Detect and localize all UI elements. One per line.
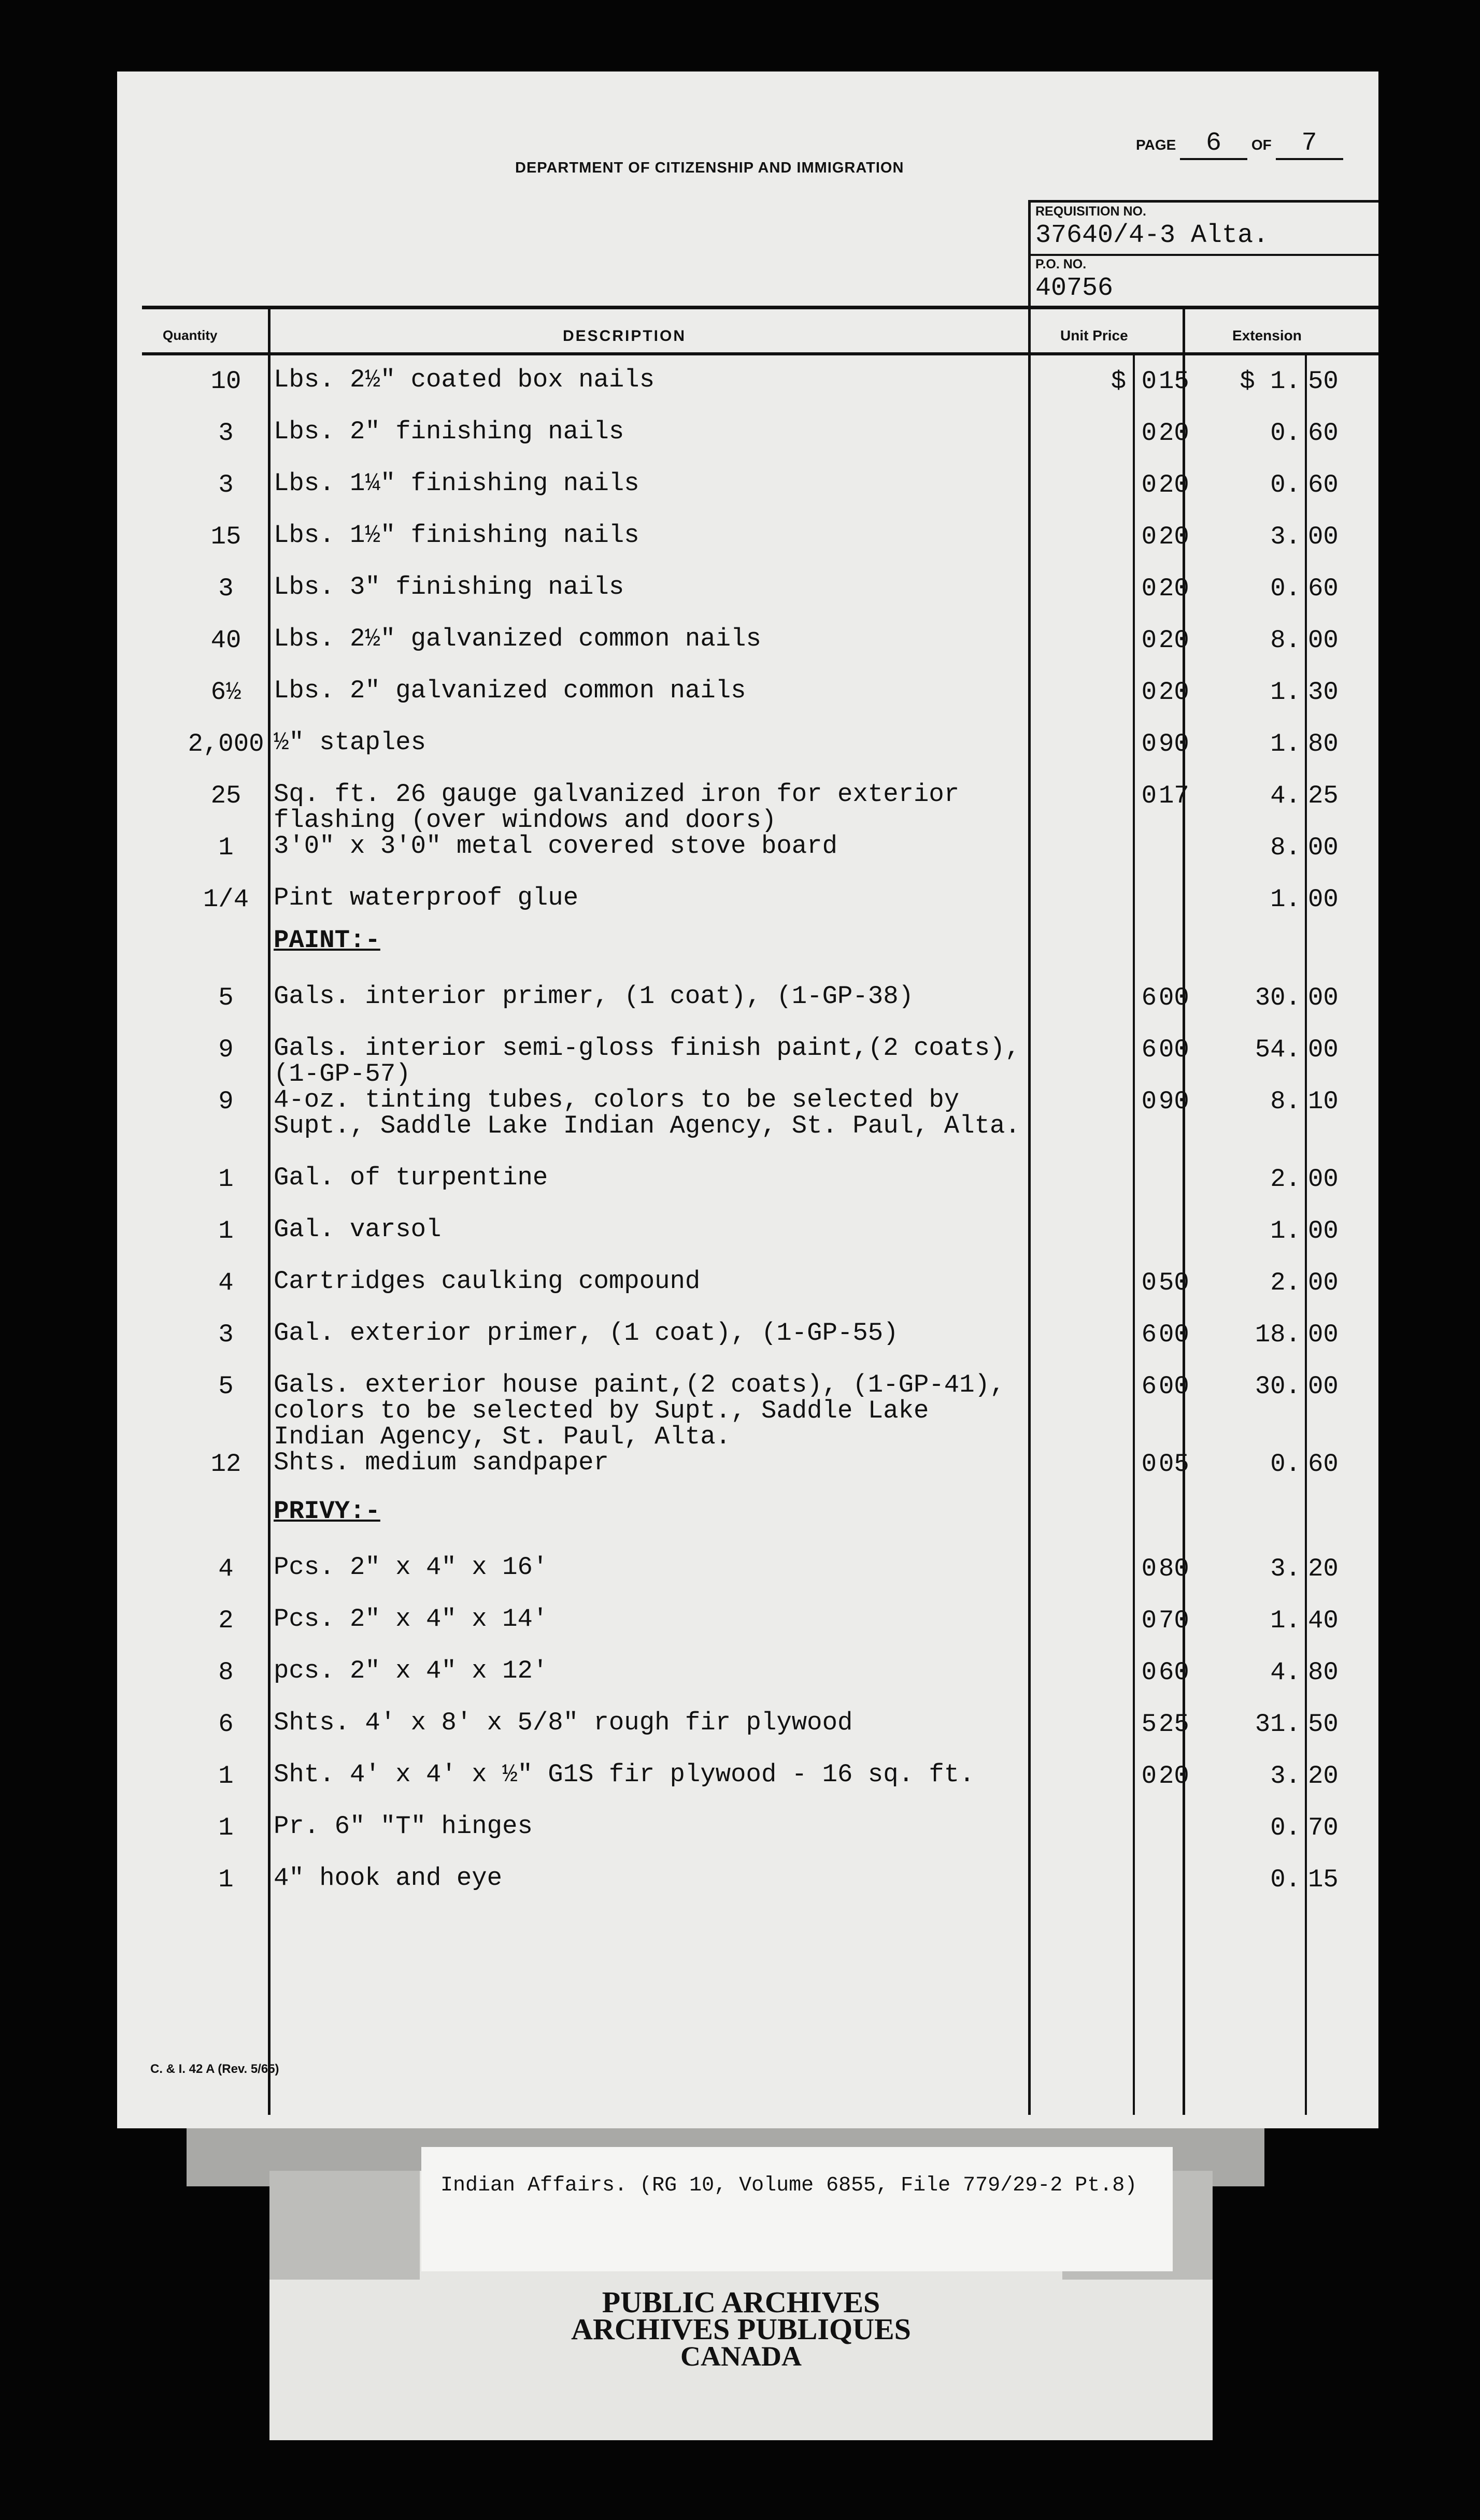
description-cell: 4-oz. tinting tubes, colors to be selected by Supt., Saddle Lake Indian Agency, St. Paul, Alta. (274, 1085, 1020, 1140)
archives-line-2: ARCHIVES PUBLIQUES (571, 2312, 911, 2346)
unit-price-cents: 90 (1159, 1087, 1189, 1116)
form-number: C. & I. 42 A (Rev. 5/65) (150, 2062, 279, 2076)
page-indicator (1136, 128, 1343, 160)
unit-price-dollars: 0 (1141, 1762, 1157, 1791)
unit-price-dollars: 0 (1141, 1658, 1157, 1687)
quantity-cell: 25 (210, 781, 241, 810)
table-row (117, 1606, 1378, 1658)
description-cell: Gals. interior semi-gloss finish paint,(2 coats), (1-GP-57) (274, 1034, 1020, 1089)
unit-price-dollars: 0 (1141, 522, 1157, 551)
quantity-cell: 10 (210, 367, 241, 396)
unit-price-cents: 20 (1159, 470, 1189, 499)
table-row (117, 367, 1378, 419)
quantity-cell: 8 (218, 1658, 234, 1687)
extension-dollars: 30. (1255, 1372, 1301, 1401)
page-label: PAGE (1136, 137, 1176, 153)
extension-dollars: 0. (1270, 1865, 1301, 1894)
quantity-cell: 1 (218, 1216, 234, 1245)
extension-dollars: 8. (1270, 833, 1301, 862)
unit-price-cents: 90 (1159, 729, 1189, 758)
extension-cents: 20 (1308, 1762, 1339, 1791)
unit-price-cents: 20 (1159, 626, 1189, 655)
unit-price-cents: 20 (1159, 419, 1189, 448)
extension-cents: 60 (1308, 574, 1339, 603)
description-cell: 4" hook and eye (274, 1864, 503, 1893)
requisition-divider (1028, 254, 1378, 256)
unit-price-dollars: 0 (1141, 626, 1157, 655)
extension-cents: 00 (1308, 522, 1339, 551)
quantity-cell: 40 (210, 626, 241, 655)
extension-dollars: 0. (1270, 419, 1301, 448)
unit-price-dollars: 0 (1141, 781, 1157, 810)
extension-cents: 20 (1308, 1554, 1339, 1583)
unit-price-cents: 05 (1159, 1450, 1189, 1479)
unit-price-dollars: $ 0 (1111, 367, 1157, 396)
table-row (117, 1370, 1378, 1451)
table-row (117, 522, 1378, 574)
quantity-cell: 12 (210, 1450, 241, 1479)
of-label: OF (1251, 137, 1272, 153)
po-label: P.O. NO. (1035, 257, 1087, 271)
extension-dollars: 18. (1255, 1320, 1301, 1349)
quantity-cell: 1 (218, 1762, 234, 1791)
quantity-header: Quantity (163, 327, 218, 343)
stamp-tab-left (269, 2171, 420, 2280)
description-cell: Lbs. 2" finishing nails (274, 417, 624, 446)
unit-price-cents: 80 (1159, 1554, 1189, 1583)
unit-price-dollars: 5 (1141, 1710, 1157, 1739)
quantity-cell: 3 (218, 419, 234, 448)
extension-dollars: 2. (1270, 1268, 1301, 1297)
requisition-form (117, 71, 1378, 2128)
extension-cents: 80 (1308, 1658, 1339, 1687)
unit-price-dollars: 0 (1141, 678, 1157, 707)
description-cell: Lbs. 1¼" finishing nails (274, 469, 639, 498)
table-row (117, 1450, 1378, 1501)
table-row (117, 1268, 1378, 1320)
archive-reference-text: Indian Affairs. (RG 10, Volume 6855, File 779/29-2 Pt.8) (440, 2174, 1137, 2197)
extension-dollars: 0. (1270, 574, 1301, 603)
section-heading-row (117, 927, 1378, 979)
archives-line-1: PUBLIC ARCHIVES (602, 2285, 880, 2319)
unit-price-dollars: 0 (1141, 1087, 1157, 1116)
unit-price-dollars: 6 (1141, 1035, 1157, 1064)
extension-cents: 00 (1308, 626, 1339, 655)
unit-price-cents: 70 (1159, 1606, 1189, 1635)
extension-cents: 00 (1308, 1268, 1339, 1297)
table-row (117, 626, 1378, 678)
extension-cents: 00 (1308, 885, 1339, 914)
unit-price-dollars: 0 (1141, 1554, 1157, 1583)
quantity-cell: 5 (218, 1372, 234, 1401)
unit-price-dollars: 6 (1141, 983, 1157, 1012)
description-cell: Lbs. 1½" finishing nails (274, 521, 639, 550)
table-row (117, 1658, 1378, 1710)
unit-price-cents: 00 (1159, 1320, 1189, 1349)
requisition-box-top (1028, 200, 1378, 203)
quantity-cell: 1 (218, 833, 234, 862)
description-cell: Gal. of turpentine (274, 1163, 548, 1192)
po-number: 40756 (1035, 274, 1114, 303)
unit-price-header: Unit Price (1060, 327, 1128, 343)
extension-dollars: 0. (1270, 1450, 1301, 1479)
description-cell: Pcs. 2" x 4" x 16' (274, 1553, 548, 1582)
unit-price-dollars: 0 (1141, 1606, 1157, 1635)
unit-price-cents: 00 (1159, 1372, 1189, 1401)
extension-dollars: 1. (1270, 1216, 1301, 1245)
description-header: DESCRIPTION (563, 327, 687, 345)
table-row (117, 833, 1378, 885)
extension-cents: 25 (1308, 781, 1339, 810)
extension-cents: 60 (1308, 1450, 1339, 1479)
extension-header: Extension (1232, 327, 1302, 343)
extension-cents: 50 (1308, 367, 1339, 396)
unit-price-dollars: 0 (1141, 470, 1157, 499)
extension-dollars: 1. (1270, 885, 1301, 914)
unit-price-cents: 15 (1159, 367, 1189, 396)
description-cell: Lbs. 2½" galvanized common nails (274, 624, 761, 653)
quantity-cell: 6 (218, 1710, 234, 1739)
table-row (117, 574, 1378, 626)
extension-cents: 30 (1308, 678, 1339, 707)
table-row (117, 678, 1378, 729)
description-cell: PRIVY:- (274, 1497, 380, 1526)
description-cell: PAINT:- (274, 926, 380, 955)
extension-dollars: 3. (1270, 1762, 1301, 1791)
extension-cents: 00 (1308, 833, 1339, 862)
unit-price-dollars: 0 (1141, 574, 1157, 603)
table-row (117, 1710, 1378, 1762)
unit-price-dollars: 0 (1141, 729, 1157, 758)
table-row (117, 1554, 1378, 1606)
description-cell: Pr. 6" "T" hinges (274, 1812, 533, 1841)
quantity-cell: 1/4 (203, 885, 249, 914)
unit-price-cents: 20 (1159, 574, 1189, 603)
extension-cents: 00 (1308, 1216, 1339, 1245)
quantity-cell: 3 (218, 1320, 234, 1349)
extension-dollars: 4. (1270, 1658, 1301, 1687)
table-row (117, 983, 1378, 1035)
unit-price-cents: 25 (1159, 1710, 1189, 1739)
table-row (117, 419, 1378, 470)
description-cell: Pcs. 2" x 4" x 14' (274, 1605, 548, 1634)
table-row (117, 1865, 1378, 1917)
quantity-cell: 4 (218, 1554, 234, 1583)
unit-price-dollars: 0 (1141, 1268, 1157, 1297)
extension-dollars: 2. (1270, 1165, 1301, 1194)
page-number: 6 (1180, 128, 1247, 160)
unit-price-cents: 17 (1159, 781, 1189, 810)
requisition-label: REQUISITION NO. (1035, 204, 1146, 219)
extension-dollars: 3. (1270, 1554, 1301, 1583)
extension-cents: 15 (1308, 1865, 1339, 1894)
section-heading-row (117, 1498, 1378, 1550)
description-cell: Sq. ft. 26 gauge galvanized iron for exterior flashing (over windows and doors) (274, 780, 960, 835)
table-row (117, 781, 1378, 833)
department-title: DEPARTMENT OF CITIZENSHIP AND IMMIGRATION (515, 160, 904, 176)
quantity-cell: 15 (210, 522, 241, 551)
extension-cents: 00 (1308, 1035, 1339, 1064)
description-cell: pcs. 2" x 4" x 12' (274, 1656, 548, 1685)
description-cell: Shts. medium sandpaper (274, 1448, 609, 1477)
quantity-cell: 6½ (210, 678, 241, 707)
extension-dollars: $ 1. (1240, 367, 1301, 396)
unit-price-cents: 20 (1159, 1762, 1189, 1791)
description-cell: Lbs. 3" finishing nails (274, 572, 624, 602)
extension-dollars: 1. (1270, 1606, 1301, 1635)
unit-price-cents: 60 (1159, 1658, 1189, 1687)
unit-price-dollars: 0 (1141, 1450, 1157, 1479)
unit-price-cents: 00 (1159, 1035, 1189, 1064)
page-total: 7 (1276, 128, 1343, 160)
archive-reference-label (421, 2147, 1173, 2271)
quantity-cell: 3 (218, 574, 234, 603)
archives-line-3: CANADA (680, 2341, 802, 2372)
quantity-cell: 5 (218, 983, 234, 1012)
unit-price-dollars: 6 (1141, 1320, 1157, 1349)
quantity-cell: 3 (218, 470, 234, 499)
description-cell: Gal. varsol (274, 1215, 442, 1244)
description-cell: Sht. 4' x 4' x ½" G1S fir plywood - 16 sq. ft. (274, 1760, 975, 1789)
extension-cents: 70 (1308, 1813, 1339, 1842)
quantity-cell: 1 (218, 1865, 234, 1894)
quantity-cell: 2,000 (188, 729, 264, 758)
extension-cents: 00 (1308, 983, 1339, 1012)
table-top-rule (142, 306, 1378, 309)
quantity-cell: 9 (218, 1035, 234, 1064)
extension-cents: 00 (1308, 1320, 1339, 1349)
description-cell: Pint waterproof glue (274, 883, 579, 912)
quantity-cell: 9 (218, 1087, 234, 1116)
extension-dollars: 31. (1255, 1710, 1301, 1739)
extension-cents: 60 (1308, 419, 1339, 448)
unit-price-cents: 20 (1159, 522, 1189, 551)
extension-cents: 50 (1308, 1710, 1339, 1739)
description-cell: Gals. exterior house paint,(2 coats), (1-GP-41), colors to be selected by Supt., Saddle Lake Indian Agency, St. Paul, Alta. (274, 1370, 1005, 1451)
description-cell: Lbs. 2" galvanized common nails (274, 676, 746, 705)
unit-price-dollars: 6 (1141, 1372, 1157, 1401)
unit-price-dollars: 0 (1141, 419, 1157, 448)
table-row (117, 1035, 1378, 1087)
table-row (117, 1216, 1378, 1268)
table-row (117, 470, 1378, 522)
extension-cents: 60 (1308, 470, 1339, 499)
extension-cents: 00 (1308, 1372, 1339, 1401)
quantity-cell: 4 (218, 1268, 234, 1297)
description-cell: Gals. interior primer, (1 coat), (1-GP-38) (274, 982, 914, 1011)
table-row (117, 729, 1378, 781)
extension-dollars: 8. (1270, 1087, 1301, 1116)
extension-dollars: 3. (1270, 522, 1301, 551)
extension-dollars: 30. (1255, 983, 1301, 1012)
extension-dollars: 8. (1270, 626, 1301, 655)
extension-dollars: 0. (1270, 470, 1301, 499)
description-cell: Gal. exterior primer, (1 coat), (1-GP-55) (274, 1319, 899, 1348)
extension-dollars: 0. (1270, 1813, 1301, 1842)
table-row (117, 1087, 1378, 1139)
unit-price-cents: 00 (1159, 983, 1189, 1012)
table-header-rule (142, 352, 1378, 355)
table-row (117, 1813, 1378, 1865)
description-cell: 3'0" x 3'0" metal covered stove board (274, 832, 837, 861)
table-row (117, 1762, 1378, 1813)
table-row (117, 1320, 1378, 1372)
quantity-cell: 2 (218, 1606, 234, 1635)
unit-price-cents: 20 (1159, 678, 1189, 707)
description-cell: Shts. 4' x 8' x 5/8" rough fir plywood (274, 1708, 853, 1737)
extension-cents: 10 (1308, 1087, 1339, 1116)
extension-dollars: 1. (1270, 729, 1301, 758)
extension-cents: 80 (1308, 729, 1339, 758)
unit-price-cents: 50 (1159, 1268, 1189, 1297)
extension-dollars: 4. (1270, 781, 1301, 810)
extension-cents: 00 (1308, 1165, 1339, 1194)
description-cell: Cartridges caulking compound (274, 1267, 701, 1296)
quantity-cell: 1 (218, 1813, 234, 1842)
requisition-number: 37640/4-3 Alta. (1035, 221, 1269, 250)
description-cell: Lbs. 2½" coated box nails (274, 365, 655, 394)
description-cell: ½" staples (274, 728, 426, 757)
quantity-cell: 1 (218, 1165, 234, 1194)
extension-cents: 40 (1308, 1606, 1339, 1635)
extension-dollars: 1. (1270, 678, 1301, 707)
table-row (117, 1165, 1378, 1216)
extension-dollars: 54. (1255, 1035, 1301, 1064)
